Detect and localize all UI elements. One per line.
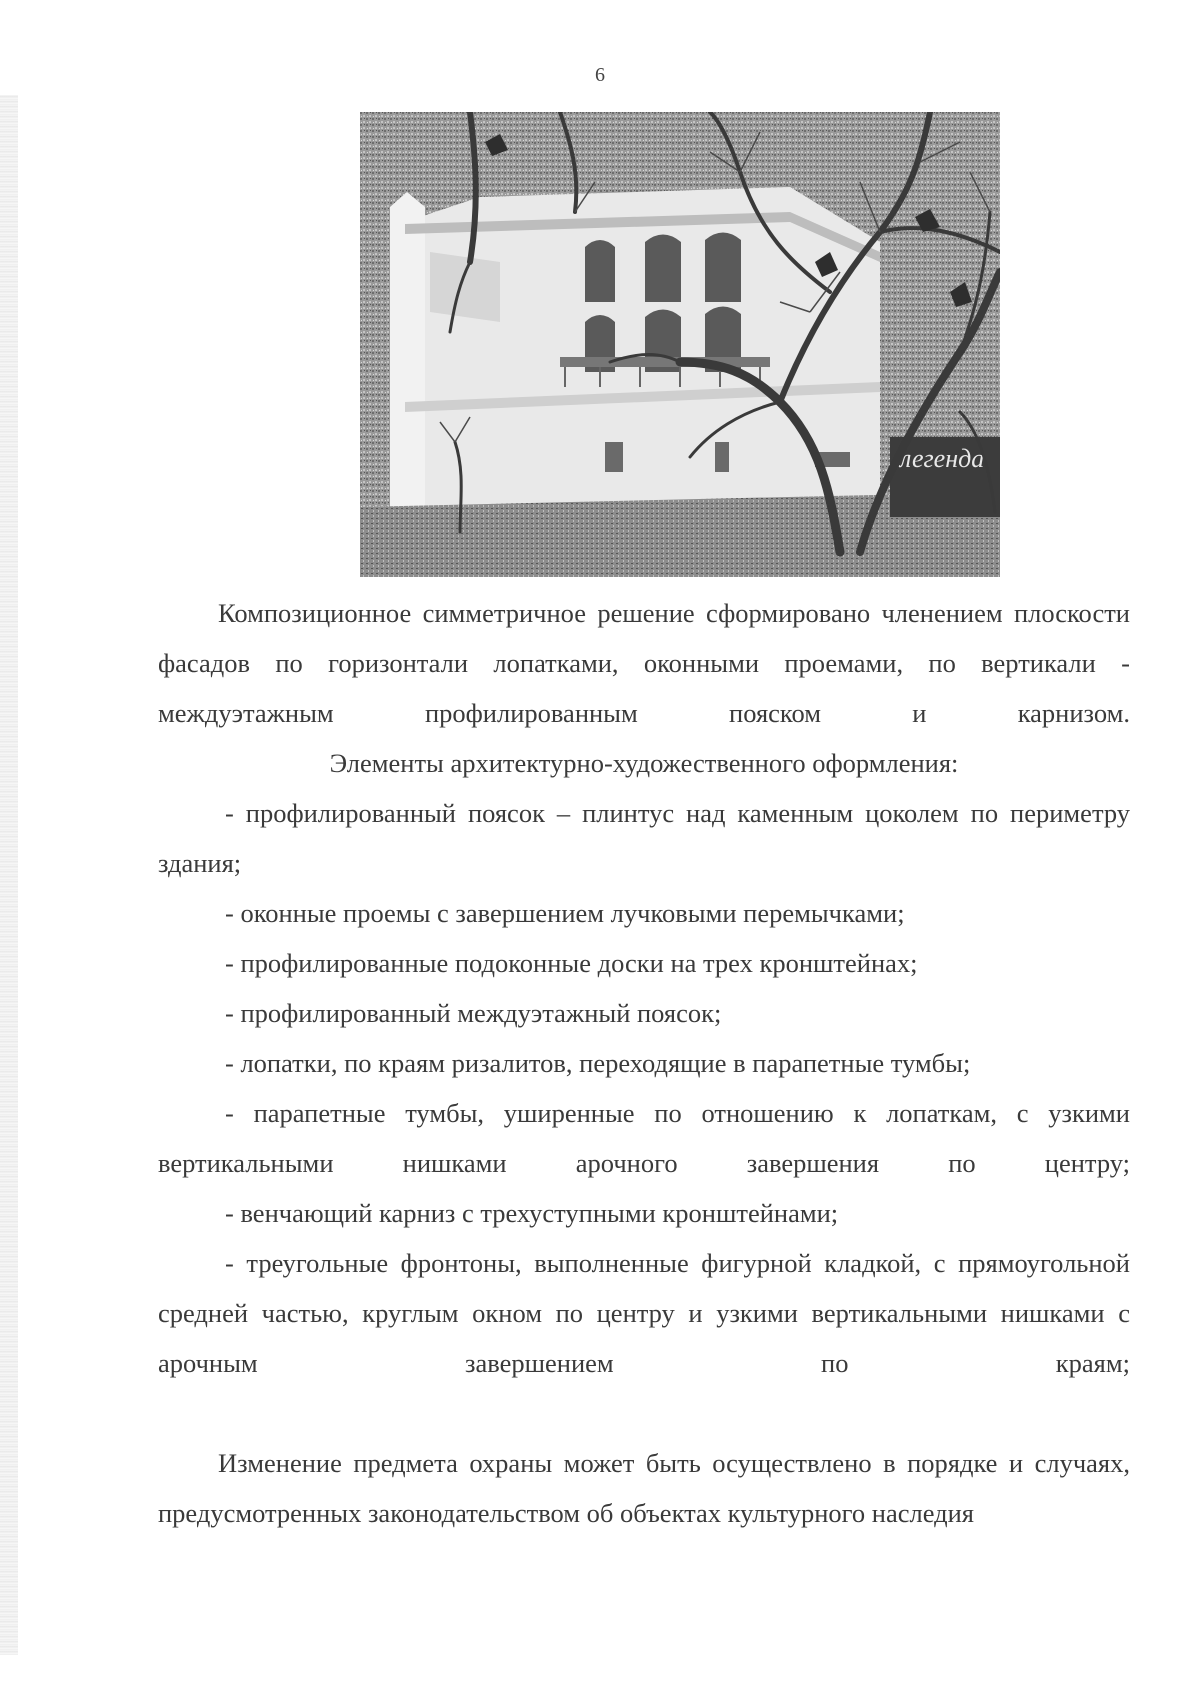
list-item: - профилированные подоконные доски на трех кронштейнах; — [225, 948, 918, 978]
closing-paragraph: Изменение предмета охраны может быть осуществлено в порядке и случаях, предусмотренных законодательством об объектах культурного наследия — [158, 1448, 1130, 1528]
scan-edge-artifact — [0, 95, 18, 1655]
list-item: - парапетные тумбы, уширенные по отношению к лопаткам, с узкими вертикальными нишками арочного завершения по центру; — [158, 1098, 1130, 1178]
building-photo — [360, 112, 1000, 577]
list-item: - оконные проемы с завершением лучковыми перемычками; — [225, 898, 905, 928]
list-item: - треугольные фронтоны, выполненные фигурной кладкой, с прямоугольной средней частью, круглым окном по центру и узкими вертикальными нишками с арочным завершением по краям; — [158, 1248, 1130, 1378]
list-item: - венчающий карниз с трехуступными кронштейнами; — [225, 1198, 839, 1228]
paragraph-gap — [158, 1388, 1130, 1438]
intro-paragraph: Композиционное симметричное решение сформировано членением плоскости фасадов по горизонтали лопатками, оконными проемами, по вертикали - междуэтажным профилированным пояском и карнизом. — [158, 598, 1130, 728]
list-item: - лопатки, по краям ризалитов, переходящие в парапетные тумбы; — [225, 1048, 971, 1078]
list-item: - профилированный междуэтажный поясок; — [225, 998, 722, 1028]
elements-heading: Элементы архитектурно-художественного оформления: — [329, 748, 959, 778]
document-body — [158, 588, 1130, 1538]
photo-sign-text: легенда — [900, 444, 985, 473]
list-item: - профилированный поясок – плинтус над каменным цоколем по периметру здания; — [158, 798, 1130, 878]
page-number: 6 — [595, 64, 605, 86]
